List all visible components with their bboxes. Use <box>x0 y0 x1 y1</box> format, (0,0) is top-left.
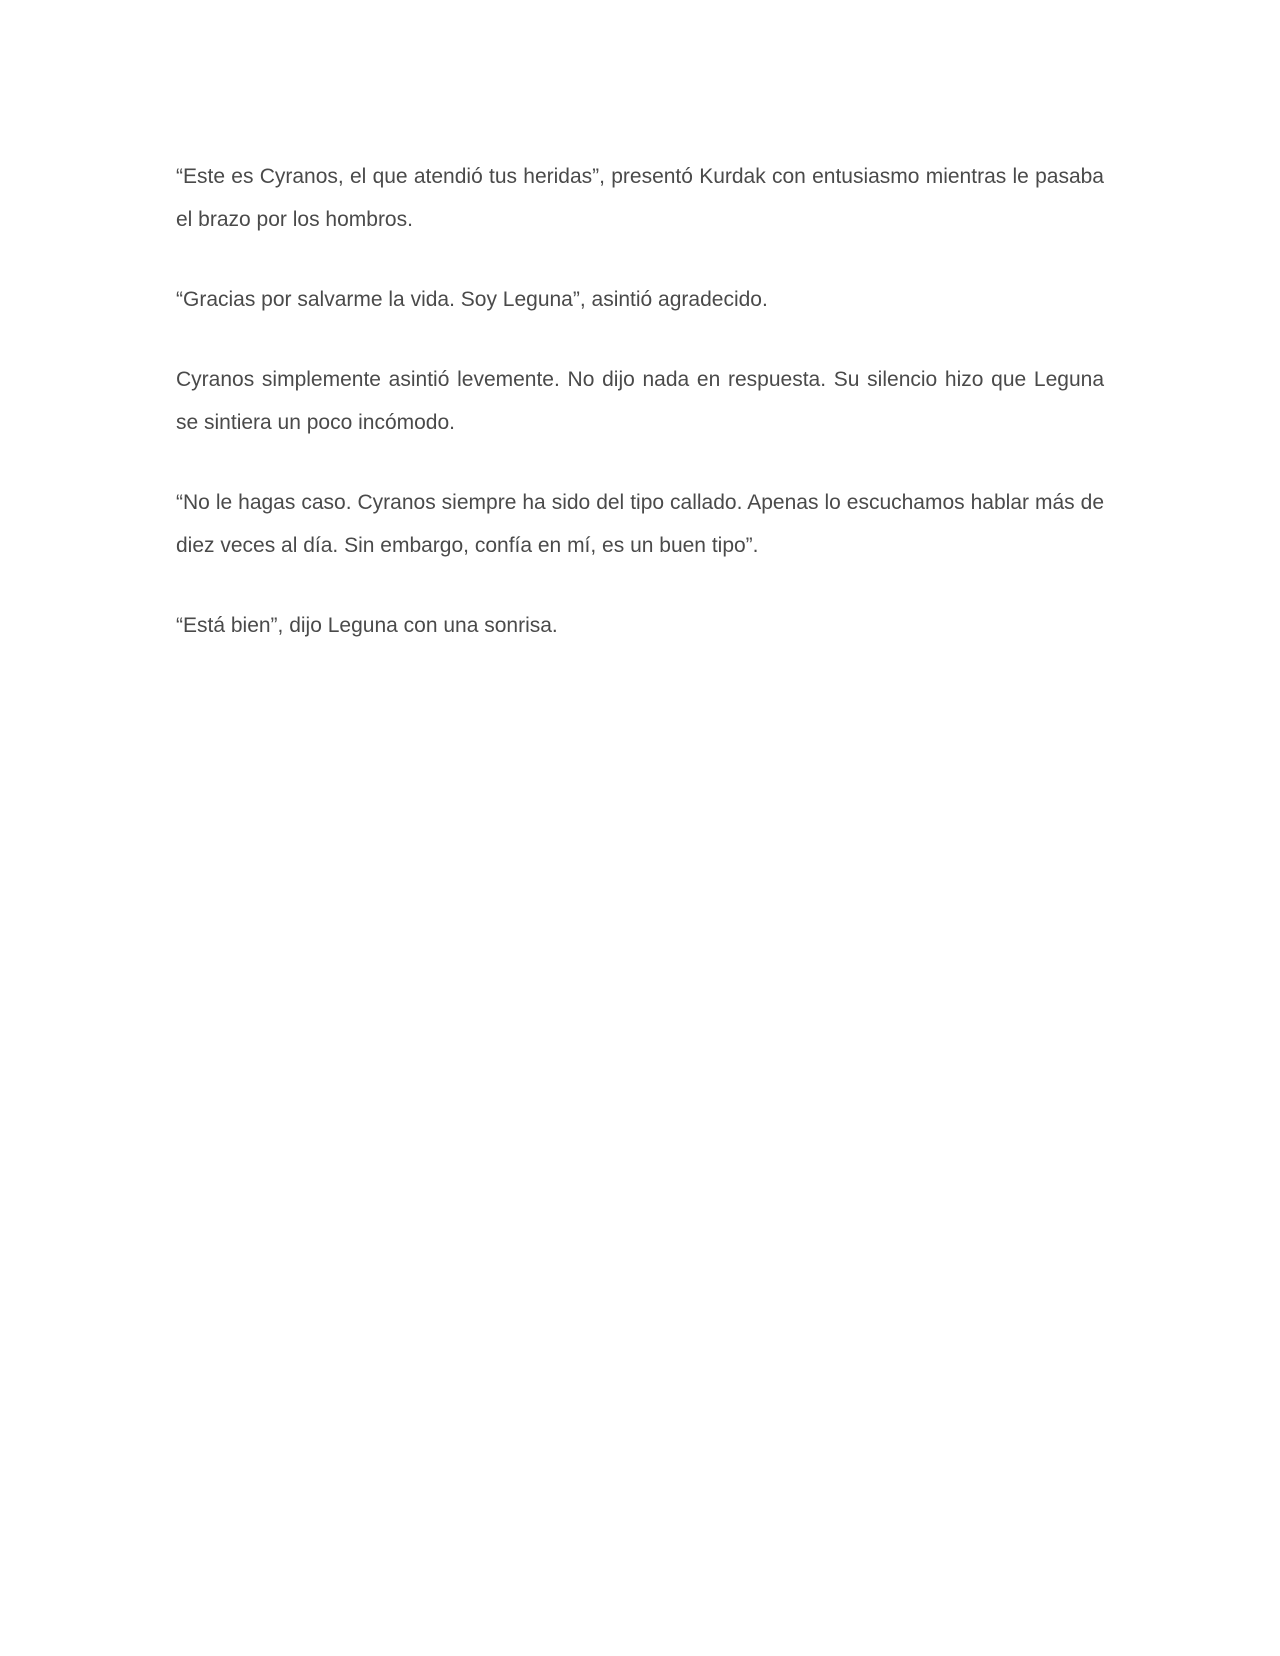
paragraph-5: “Está bien”, dijo Leguna con una sonrisa. <box>176 614 558 637</box>
paragraph-3: Cyranos simplemente asintió levemente. No dijo nada en respuesta. Su silencio hizo que Leguna se sintiera un poco incómodo. <box>176 368 1104 434</box>
paragraph-1: “Este es Cyranos, el que atendió tus heridas”, presentó Kurdak con entusiasmo mientras le pasaba el brazo por los hombros. <box>176 165 1104 231</box>
document-body <box>176 155 1104 647</box>
paragraph-2: “Gracias por salvarme la vida. Soy Leguna”, asintió agradecido. <box>176 288 768 311</box>
paragraph-4: “No le hagas caso. Cyranos siempre ha sido del tipo callado. Apenas lo escuchamos hablar más de diez veces al día. Sin embargo, confía en mí, es un buen tipo”. <box>176 491 1104 557</box>
